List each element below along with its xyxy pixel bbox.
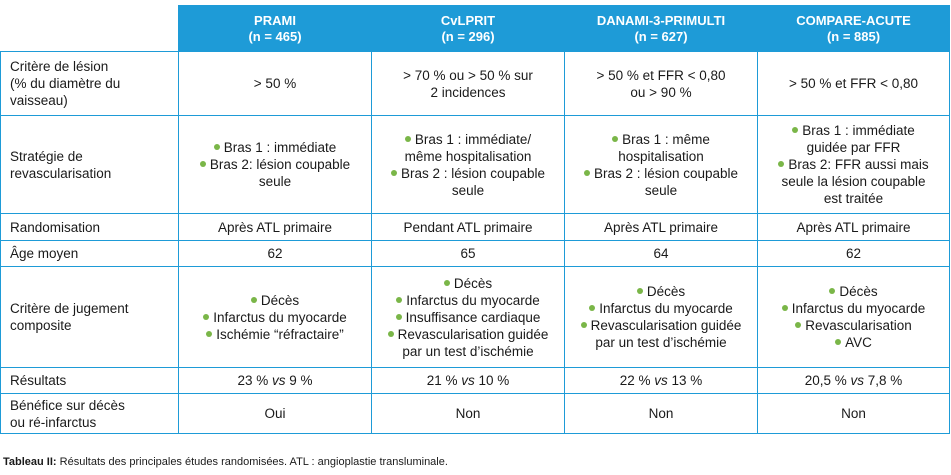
table-cell: 23 % vs 9 % [179, 368, 372, 394]
cell-line: Bras 2: FFR aussi mais [762, 156, 945, 173]
cell-line: seule [644, 182, 678, 198]
table-cell: Pendant ATL primaire [372, 214, 565, 241]
row-label: Âge moyen [1, 241, 179, 267]
bullet-icon [203, 314, 209, 320]
cell-line: par un test d’ischémie [402, 343, 534, 359]
cell-line: Décès [569, 283, 753, 300]
bullet-icon [396, 314, 402, 320]
bullet-icon [444, 280, 450, 286]
row-label: Critère de lésion (% du diamètre du vaisseau) [1, 52, 179, 116]
cell-line: Bras 2 : lésion coupable [376, 165, 560, 182]
cell-line: Bras 2: lésion coupable [183, 156, 367, 173]
row-resultats [1, 368, 950, 394]
bullet-icon [396, 297, 402, 303]
bullet-icon [612, 136, 618, 142]
table-cell: Après ATL primaire [179, 214, 372, 241]
cell-line: seule la lésion coupable [781, 174, 926, 189]
cell-line: Bras 1 : même [569, 131, 753, 148]
table-cell [179, 116, 372, 214]
table-cell [565, 267, 758, 368]
header-study-cvlprit: CvLPRIT (n = 296) [372, 6, 565, 52]
table-cell [179, 267, 372, 368]
cell-line: hospitalisation [618, 148, 704, 164]
cell-line: Décès [183, 292, 367, 309]
table-cell: 62 [758, 241, 950, 267]
cell-line: Revascularisation [762, 317, 945, 334]
cell-line: Bras 1 : immédiate/ [376, 131, 560, 148]
table-cell [372, 267, 565, 368]
table-header-row [1, 6, 950, 52]
row-strategie [1, 116, 950, 214]
bullet-icon [835, 339, 841, 345]
table-cell [758, 267, 950, 368]
header-corner [1, 6, 179, 52]
table-cell: 20,5 % vs 7,8 % [758, 368, 950, 394]
cell-line: seule [451, 182, 485, 198]
row-randomisation [1, 214, 950, 241]
bullet-icon [206, 331, 212, 337]
table-cell [758, 116, 950, 214]
row-label: Stratégie de revascularisation [1, 116, 179, 214]
cell-line: est traitée [823, 191, 884, 206]
row-label: Randomisation [1, 214, 179, 241]
table-caption: Tableau II: Résultats des principales études randomisées. ATL : angioplastie transluminale. [3, 456, 448, 468]
bullet-icon [251, 297, 257, 303]
results-table [0, 5, 950, 434]
row-label: Critère de jugement composite [1, 267, 179, 368]
row-benefice [1, 394, 950, 434]
table-cell: Non [372, 394, 565, 434]
table-cell: Oui [179, 394, 372, 434]
row-label: Résultats [1, 368, 179, 394]
table-cell: 65 [372, 241, 565, 267]
bullet-icon [581, 322, 587, 328]
cell-line: Bras 1 : immédiate [762, 122, 945, 139]
cell-line: Revascularisation guidée [376, 326, 560, 343]
table-cell: 21 % vs 10 % [372, 368, 565, 394]
table-cell: > 50 % et FFR < 0,80 [758, 52, 950, 116]
bullet-icon [637, 288, 643, 294]
header-study-compare-acute: COMPARE-ACUTE (n = 885) [758, 6, 950, 52]
bullet-icon [200, 161, 206, 167]
cell-line: Décès [376, 275, 560, 292]
bullet-icon [589, 305, 595, 311]
table-cell: 62 [179, 241, 372, 267]
cell-line: Bras 2 : lésion coupable [569, 165, 753, 182]
bullet-icon [782, 305, 788, 311]
header-study-prami: PRAMI (n = 465) [179, 6, 372, 52]
table-cell: > 70 % ou > 50 % sur 2 incidences [372, 52, 565, 116]
bullet-icon [405, 136, 411, 142]
bullet-icon [795, 322, 801, 328]
table-cell [372, 116, 565, 214]
table-cell: Après ATL primaire [758, 214, 950, 241]
cell-line: Décès [762, 283, 945, 300]
row-label: Bénéfice sur décès ou ré-infarctus [1, 394, 179, 434]
cell-line: Infarctus du myocarde [762, 300, 945, 317]
table-cell: Non [758, 394, 950, 434]
row-composite [1, 267, 950, 368]
table-cell [565, 116, 758, 214]
bullet-icon [584, 170, 590, 176]
table-cell: 64 [565, 241, 758, 267]
table-cell: > 50 % et FFR < 0,80 ou > 90 % [565, 52, 758, 116]
cell-line: Infarctus du myocarde [183, 309, 367, 326]
bullet-icon [829, 288, 835, 294]
header-study-danami: DANAMI-3-PRIMULTI (n = 627) [565, 6, 758, 52]
cell-line: même hospitalisation [404, 148, 532, 164]
cell-line: Bras 1 : immédiate [183, 139, 367, 156]
cell-line: Infarctus du myocarde [569, 300, 753, 317]
bullet-icon [792, 127, 798, 133]
bullet-icon [778, 161, 784, 167]
cell-line: AVC [762, 334, 945, 351]
cell-line: Ischémie “réfractaire” [183, 326, 367, 343]
cell-line: par un test d’ischémie [595, 335, 727, 350]
cell-line: Insuffisance cardiaque [376, 309, 560, 326]
table-cell: Non [565, 394, 758, 434]
cell-line: Revascularisation guidée [569, 317, 753, 334]
bullet-icon [214, 144, 220, 150]
table-cell: 22 % vs 13 % [565, 368, 758, 394]
row-age [1, 241, 950, 267]
table-cell: > 50 % [179, 52, 372, 116]
cell-line: seule [258, 174, 292, 189]
cell-line: guidée par FFR [806, 140, 901, 155]
row-critere-lesion [1, 52, 950, 116]
bullet-icon [391, 170, 397, 176]
bullet-icon [388, 331, 394, 337]
cell-line: Infarctus du myocarde [376, 292, 560, 309]
table-cell: Après ATL primaire [565, 214, 758, 241]
